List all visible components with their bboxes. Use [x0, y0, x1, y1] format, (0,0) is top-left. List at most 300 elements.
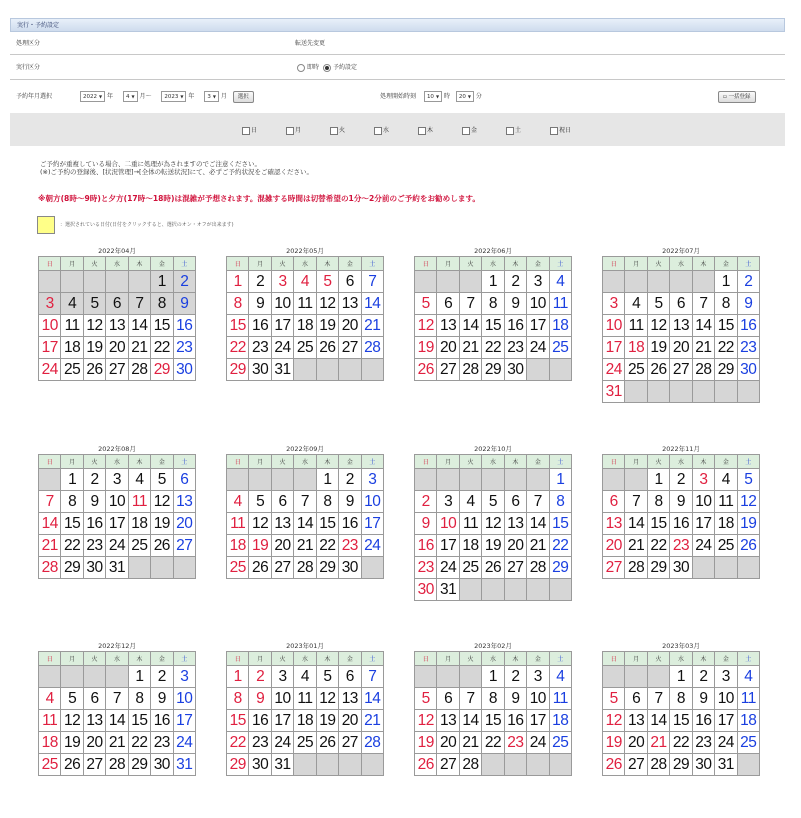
date-cell[interactable]: 21: [459, 732, 481, 754]
date-cell[interactable]: 2: [415, 491, 437, 513]
date-cell[interactable]: 14: [647, 710, 669, 732]
date-cell[interactable]: 15: [316, 513, 338, 535]
date-cell[interactable]: 23: [415, 557, 437, 579]
date-cell[interactable]: 11: [227, 513, 249, 535]
date-cell[interactable]: 2: [339, 469, 361, 491]
date-cell[interactable]: 22: [61, 535, 83, 557]
date-cell[interactable]: 22: [227, 337, 249, 359]
date-cell[interactable]: 20: [625, 732, 647, 754]
date-cell[interactable]: 9: [173, 293, 195, 315]
date-cell[interactable]: 20: [437, 337, 459, 359]
date-cell[interactable]: 21: [361, 710, 383, 732]
date-cell[interactable]: 5: [151, 469, 173, 491]
date-cell[interactable]: 11: [715, 491, 737, 513]
date-cell[interactable]: 4: [715, 469, 737, 491]
date-cell[interactable]: 11: [549, 293, 571, 315]
date-cell[interactable]: 4: [549, 271, 571, 293]
date-cell[interactable]: 19: [482, 535, 504, 557]
date-cell[interactable]: 5: [316, 271, 338, 293]
weekday-filter-1[interactable]: [286, 125, 301, 135]
date-cell[interactable]: 9: [670, 491, 692, 513]
date-cell[interactable]: 7: [361, 666, 383, 688]
date-cell[interactable]: 13: [603, 513, 625, 535]
date-cell[interactable]: 18: [294, 710, 316, 732]
date-cell[interactable]: 23: [692, 732, 714, 754]
date-cell[interactable]: 17: [692, 513, 714, 535]
date-cell[interactable]: 31: [437, 579, 459, 601]
date-cell[interactable]: 31: [271, 359, 293, 381]
checkbox[interactable]: [286, 127, 294, 135]
date-cell[interactable]: 2: [737, 271, 759, 293]
date-cell[interactable]: 16: [415, 535, 437, 557]
date-cell[interactable]: 29: [670, 754, 692, 776]
date-cell[interactable]: 16: [504, 315, 526, 337]
date-cell[interactable]: 1: [670, 666, 692, 688]
date-cell[interactable]: 10: [527, 688, 549, 710]
date-cell[interactable]: 3: [715, 666, 737, 688]
date-cell[interactable]: 6: [271, 491, 293, 513]
date-cell[interactable]: 13: [173, 491, 195, 513]
date-cell[interactable]: 28: [647, 754, 669, 776]
date-cell[interactable]: 11: [737, 688, 759, 710]
date-cell[interactable]: 26: [415, 359, 437, 381]
date-cell[interactable]: 16: [339, 513, 361, 535]
date-cell[interactable]: 8: [482, 688, 504, 710]
date-cell[interactable]: 3: [271, 271, 293, 293]
date-cell[interactable]: 11: [61, 315, 83, 337]
date-cell[interactable]: 26: [316, 732, 338, 754]
date-cell[interactable]: 7: [459, 688, 481, 710]
date-cell[interactable]: 2: [504, 271, 526, 293]
date-cell[interactable]: 15: [670, 710, 692, 732]
date-cell[interactable]: 19: [415, 732, 437, 754]
date-cell[interactable]: 9: [249, 293, 271, 315]
date-cell[interactable]: 3: [39, 293, 61, 315]
date-cell[interactable]: 12: [737, 491, 759, 513]
date-cell[interactable]: 12: [316, 688, 338, 710]
date-cell[interactable]: 18: [61, 337, 83, 359]
date-cell[interactable]: 13: [106, 315, 128, 337]
date-cell[interactable]: 11: [128, 491, 150, 513]
date-cell[interactable]: 20: [83, 732, 105, 754]
date-cell[interactable]: 9: [151, 688, 173, 710]
date-cell[interactable]: 10: [173, 688, 195, 710]
date-cell[interactable]: 6: [603, 491, 625, 513]
date-cell[interactable]: 5: [249, 491, 271, 513]
date-cell[interactable]: 29: [482, 359, 504, 381]
date-cell[interactable]: 24: [527, 732, 549, 754]
date-cell[interactable]: 17: [527, 710, 549, 732]
date-cell[interactable]: 1: [61, 469, 83, 491]
date-cell[interactable]: 13: [625, 710, 647, 732]
date-cell[interactable]: 13: [83, 710, 105, 732]
date-cell[interactable]: 2: [83, 469, 105, 491]
date-cell[interactable]: 30: [151, 754, 173, 776]
date-cell[interactable]: 29: [151, 359, 173, 381]
date-cell[interactable]: 5: [83, 293, 105, 315]
date-cell[interactable]: 1: [482, 271, 504, 293]
date-cell[interactable]: 21: [625, 535, 647, 557]
date-cell[interactable]: 4: [61, 293, 83, 315]
date-cell[interactable]: 5: [482, 491, 504, 513]
date-cell[interactable]: 20: [106, 337, 128, 359]
date-cell[interactable]: 14: [128, 315, 150, 337]
date-cell[interactable]: 10: [271, 688, 293, 710]
hour-select[interactable]: 10 ▼: [424, 91, 442, 102]
date-cell[interactable]: 14: [625, 513, 647, 535]
date-cell[interactable]: 8: [128, 688, 150, 710]
date-cell[interactable]: 15: [482, 710, 504, 732]
date-cell[interactable]: 15: [151, 315, 173, 337]
date-cell[interactable]: 6: [339, 271, 361, 293]
date-cell[interactable]: 24: [437, 557, 459, 579]
date-cell[interactable]: 3: [437, 491, 459, 513]
date-cell[interactable]: 15: [715, 315, 737, 337]
date-cell[interactable]: 20: [339, 710, 361, 732]
weekday-filter-5[interactable]: [462, 125, 477, 135]
date-cell[interactable]: 6: [670, 293, 692, 315]
date-cell[interactable]: 12: [415, 710, 437, 732]
date-cell[interactable]: 30: [83, 557, 105, 579]
radio-immediate[interactable]: [297, 64, 305, 72]
date-cell[interactable]: 21: [361, 315, 383, 337]
date-cell[interactable]: 5: [647, 293, 669, 315]
date-cell[interactable]: 7: [294, 491, 316, 513]
date-cell[interactable]: 18: [625, 337, 647, 359]
date-cell[interactable]: 23: [249, 732, 271, 754]
date-cell[interactable]: 30: [249, 754, 271, 776]
date-cell[interactable]: 2: [692, 666, 714, 688]
date-cell[interactable]: 25: [549, 337, 571, 359]
date-cell[interactable]: 19: [249, 535, 271, 557]
date-cell[interactable]: 3: [603, 293, 625, 315]
date-cell[interactable]: 25: [459, 557, 481, 579]
date-cell[interactable]: 5: [415, 688, 437, 710]
date-cell[interactable]: 29: [61, 557, 83, 579]
date-cell[interactable]: 22: [316, 535, 338, 557]
checkbox[interactable]: [462, 127, 470, 135]
date-cell[interactable]: 29: [128, 754, 150, 776]
date-cell[interactable]: 4: [294, 666, 316, 688]
date-cell[interactable]: 7: [361, 271, 383, 293]
date-cell[interactable]: 22: [670, 732, 692, 754]
date-cell[interactable]: 11: [39, 710, 61, 732]
date-cell[interactable]: 11: [549, 688, 571, 710]
date-cell[interactable]: 8: [227, 688, 249, 710]
date-cell[interactable]: 30: [339, 557, 361, 579]
date-cell[interactable]: 27: [603, 557, 625, 579]
date-cell[interactable]: 24: [692, 535, 714, 557]
date-cell[interactable]: 16: [249, 315, 271, 337]
date-cell[interactable]: 26: [603, 754, 625, 776]
start-month-select[interactable]: 4 ▼: [123, 91, 138, 102]
date-cell[interactable]: 22: [549, 535, 571, 557]
date-cell[interactable]: 18: [294, 315, 316, 337]
date-cell[interactable]: 24: [271, 337, 293, 359]
bulk-register-button[interactable]: ▫ 一括登録: [718, 91, 756, 103]
date-cell[interactable]: 22: [482, 337, 504, 359]
weekday-filter-2[interactable]: [330, 125, 345, 135]
date-cell[interactable]: 28: [692, 359, 714, 381]
date-cell[interactable]: 14: [692, 315, 714, 337]
date-cell[interactable]: 17: [39, 337, 61, 359]
date-cell[interactable]: 7: [527, 491, 549, 513]
date-cell[interactable]: 20: [603, 535, 625, 557]
date-cell[interactable]: 19: [151, 513, 173, 535]
date-cell[interactable]: 19: [316, 315, 338, 337]
date-cell[interactable]: 24: [715, 732, 737, 754]
date-cell[interactable]: 28: [459, 359, 481, 381]
date-cell[interactable]: 7: [692, 293, 714, 315]
date-cell[interactable]: 30: [670, 557, 692, 579]
date-cell[interactable]: 1: [316, 469, 338, 491]
date-cell[interactable]: 15: [227, 710, 249, 732]
date-cell[interactable]: 5: [316, 666, 338, 688]
date-cell[interactable]: 15: [647, 513, 669, 535]
date-cell[interactable]: 14: [527, 513, 549, 535]
date-cell[interactable]: 1: [227, 271, 249, 293]
date-cell[interactable]: 14: [361, 293, 383, 315]
date-cell[interactable]: 26: [647, 359, 669, 381]
start-year-select[interactable]: 2022 ▼: [80, 91, 105, 102]
date-cell[interactable]: 17: [437, 535, 459, 557]
date-cell[interactable]: 9: [339, 491, 361, 513]
date-cell[interactable]: 24: [271, 732, 293, 754]
date-cell[interactable]: 21: [527, 535, 549, 557]
date-cell[interactable]: 21: [647, 732, 669, 754]
date-cell[interactable]: 6: [437, 293, 459, 315]
date-cell[interactable]: 23: [670, 535, 692, 557]
date-cell[interactable]: 20: [173, 513, 195, 535]
date-cell[interactable]: 5: [737, 469, 759, 491]
date-cell[interactable]: 13: [437, 710, 459, 732]
date-cell[interactable]: 25: [227, 557, 249, 579]
date-cell[interactable]: 30: [504, 359, 526, 381]
date-cell[interactable]: 17: [361, 513, 383, 535]
date-cell[interactable]: 5: [415, 293, 437, 315]
date-cell[interactable]: 21: [106, 732, 128, 754]
date-cell[interactable]: 31: [603, 381, 625, 403]
date-cell[interactable]: 17: [106, 513, 128, 535]
date-cell[interactable]: 27: [625, 754, 647, 776]
date-cell[interactable]: 2: [249, 271, 271, 293]
date-cell[interactable]: 15: [227, 315, 249, 337]
date-cell[interactable]: 28: [294, 557, 316, 579]
date-cell[interactable]: 12: [647, 315, 669, 337]
date-cell[interactable]: 21: [128, 337, 150, 359]
date-cell[interactable]: 23: [339, 535, 361, 557]
date-cell[interactable]: 29: [715, 359, 737, 381]
date-cell[interactable]: 22: [151, 337, 173, 359]
date-cell[interactable]: 7: [39, 491, 61, 513]
date-cell[interactable]: 23: [173, 337, 195, 359]
date-cell[interactable]: 7: [459, 293, 481, 315]
date-cell[interactable]: 26: [151, 535, 173, 557]
date-cell[interactable]: 4: [459, 491, 481, 513]
date-cell[interactable]: 11: [459, 513, 481, 535]
weekday-filter-6[interactable]: [506, 125, 521, 135]
date-cell[interactable]: 3: [271, 666, 293, 688]
date-cell[interactable]: 22: [715, 337, 737, 359]
date-cell[interactable]: 2: [151, 666, 173, 688]
minute-select[interactable]: 20 ▼: [456, 91, 474, 102]
date-cell[interactable]: 12: [61, 710, 83, 732]
date-cell[interactable]: 4: [128, 469, 150, 491]
date-cell[interactable]: 1: [128, 666, 150, 688]
date-cell[interactable]: 23: [151, 732, 173, 754]
date-cell[interactable]: 7: [625, 491, 647, 513]
date-cell[interactable]: 12: [249, 513, 271, 535]
date-cell[interactable]: 18: [549, 710, 571, 732]
date-cell[interactable]: 31: [271, 754, 293, 776]
date-cell[interactable]: 18: [459, 535, 481, 557]
date-cell[interactable]: 24: [527, 337, 549, 359]
date-cell[interactable]: 29: [647, 557, 669, 579]
date-cell[interactable]: 17: [173, 710, 195, 732]
date-cell[interactable]: 13: [504, 513, 526, 535]
date-cell[interactable]: 10: [437, 513, 459, 535]
date-cell[interactable]: 30: [692, 754, 714, 776]
date-cell[interactable]: 8: [227, 293, 249, 315]
date-cell[interactable]: 9: [249, 688, 271, 710]
date-cell[interactable]: 27: [339, 337, 361, 359]
date-cell[interactable]: 15: [61, 513, 83, 535]
date-cell[interactable]: 20: [339, 315, 361, 337]
date-cell[interactable]: 10: [361, 491, 383, 513]
date-cell[interactable]: 26: [249, 557, 271, 579]
date-cell[interactable]: 17: [271, 710, 293, 732]
date-cell[interactable]: 6: [173, 469, 195, 491]
date-cell[interactable]: 28: [361, 337, 383, 359]
date-cell[interactable]: 3: [173, 666, 195, 688]
date-cell[interactable]: 19: [83, 337, 105, 359]
date-cell[interactable]: 30: [415, 579, 437, 601]
date-cell[interactable]: 23: [737, 337, 759, 359]
date-cell[interactable]: 28: [459, 754, 481, 776]
date-cell[interactable]: 13: [339, 293, 361, 315]
date-cell[interactable]: 10: [106, 491, 128, 513]
date-cell[interactable]: 17: [527, 315, 549, 337]
date-cell[interactable]: 24: [106, 535, 128, 557]
date-cell[interactable]: 1: [715, 271, 737, 293]
checkbox[interactable]: [374, 127, 382, 135]
weekday-filter-0[interactable]: [242, 125, 257, 135]
date-cell[interactable]: 20: [437, 732, 459, 754]
end-month-select[interactable]: 3 ▼: [204, 91, 219, 102]
date-cell[interactable]: 6: [437, 688, 459, 710]
date-cell[interactable]: 22: [227, 732, 249, 754]
date-cell[interactable]: 17: [715, 710, 737, 732]
date-cell[interactable]: 6: [106, 293, 128, 315]
date-cell[interactable]: 14: [459, 315, 481, 337]
date-cell[interactable]: 9: [737, 293, 759, 315]
date-cell[interactable]: 24: [361, 535, 383, 557]
date-cell[interactable]: 19: [603, 732, 625, 754]
date-cell[interactable]: 10: [271, 293, 293, 315]
date-cell[interactable]: 12: [482, 513, 504, 535]
date-cell[interactable]: 2: [249, 666, 271, 688]
date-cell[interactable]: 10: [715, 688, 737, 710]
date-cell[interactable]: 23: [504, 732, 526, 754]
checkbox[interactable]: [506, 127, 514, 135]
date-cell[interactable]: 28: [39, 557, 61, 579]
date-cell[interactable]: 15: [549, 513, 571, 535]
checkbox[interactable]: [242, 127, 250, 135]
date-cell[interactable]: 30: [249, 359, 271, 381]
date-cell[interactable]: 8: [670, 688, 692, 710]
date-cell[interactable]: 14: [361, 688, 383, 710]
checkbox[interactable]: [330, 127, 338, 135]
date-cell[interactable]: 24: [173, 732, 195, 754]
date-cell[interactable]: 2: [173, 271, 195, 293]
date-cell[interactable]: 27: [437, 359, 459, 381]
date-cell[interactable]: 27: [83, 754, 105, 776]
date-cell[interactable]: 28: [128, 359, 150, 381]
date-cell[interactable]: 4: [227, 491, 249, 513]
date-cell[interactable]: 21: [294, 535, 316, 557]
date-cell[interactable]: 11: [625, 315, 647, 337]
date-cell[interactable]: 8: [61, 491, 83, 513]
date-cell[interactable]: 19: [737, 513, 759, 535]
date-cell[interactable]: 12: [151, 491, 173, 513]
date-cell[interactable]: 28: [625, 557, 647, 579]
date-cell[interactable]: 13: [339, 688, 361, 710]
date-cell[interactable]: 26: [737, 535, 759, 557]
date-cell[interactable]: 25: [294, 732, 316, 754]
date-cell[interactable]: 25: [128, 535, 150, 557]
date-cell[interactable]: 16: [83, 513, 105, 535]
date-cell[interactable]: 6: [339, 666, 361, 688]
date-cell[interactable]: 8: [549, 491, 571, 513]
date-cell[interactable]: 29: [316, 557, 338, 579]
checkbox[interactable]: [418, 127, 426, 135]
date-cell[interactable]: 3: [361, 469, 383, 491]
date-cell[interactable]: 13: [670, 315, 692, 337]
date-cell[interactable]: 4: [625, 293, 647, 315]
date-cell[interactable]: 5: [61, 688, 83, 710]
date-cell[interactable]: 31: [715, 754, 737, 776]
date-cell[interactable]: 10: [692, 491, 714, 513]
date-cell[interactable]: 2: [670, 469, 692, 491]
date-cell[interactable]: 25: [294, 337, 316, 359]
date-cell[interactable]: 27: [504, 557, 526, 579]
date-cell[interactable]: 16: [173, 315, 195, 337]
date-cell[interactable]: 8: [482, 293, 504, 315]
date-cell[interactable]: 26: [83, 359, 105, 381]
date-cell[interactable]: 25: [61, 359, 83, 381]
date-cell[interactable]: 16: [737, 315, 759, 337]
date-cell[interactable]: 16: [670, 513, 692, 535]
date-cell[interactable]: 3: [106, 469, 128, 491]
date-cell[interactable]: 8: [715, 293, 737, 315]
date-cell[interactable]: 1: [549, 469, 571, 491]
date-cell[interactable]: 9: [83, 491, 105, 513]
date-cell[interactable]: 22: [647, 535, 669, 557]
date-cell[interactable]: 21: [39, 535, 61, 557]
date-cell[interactable]: 27: [106, 359, 128, 381]
weekday-filter-7[interactable]: [550, 125, 571, 135]
end-year-select[interactable]: 2023 ▼: [161, 91, 186, 102]
date-cell[interactable]: 8: [647, 491, 669, 513]
date-cell[interactable]: 28: [527, 557, 549, 579]
date-cell[interactable]: 12: [316, 293, 338, 315]
date-cell[interactable]: 9: [692, 688, 714, 710]
date-cell[interactable]: 3: [527, 271, 549, 293]
date-cell[interactable]: 30: [737, 359, 759, 381]
date-cell[interactable]: 27: [339, 732, 361, 754]
date-cell[interactable]: 15: [128, 710, 150, 732]
date-cell[interactable]: 18: [128, 513, 150, 535]
